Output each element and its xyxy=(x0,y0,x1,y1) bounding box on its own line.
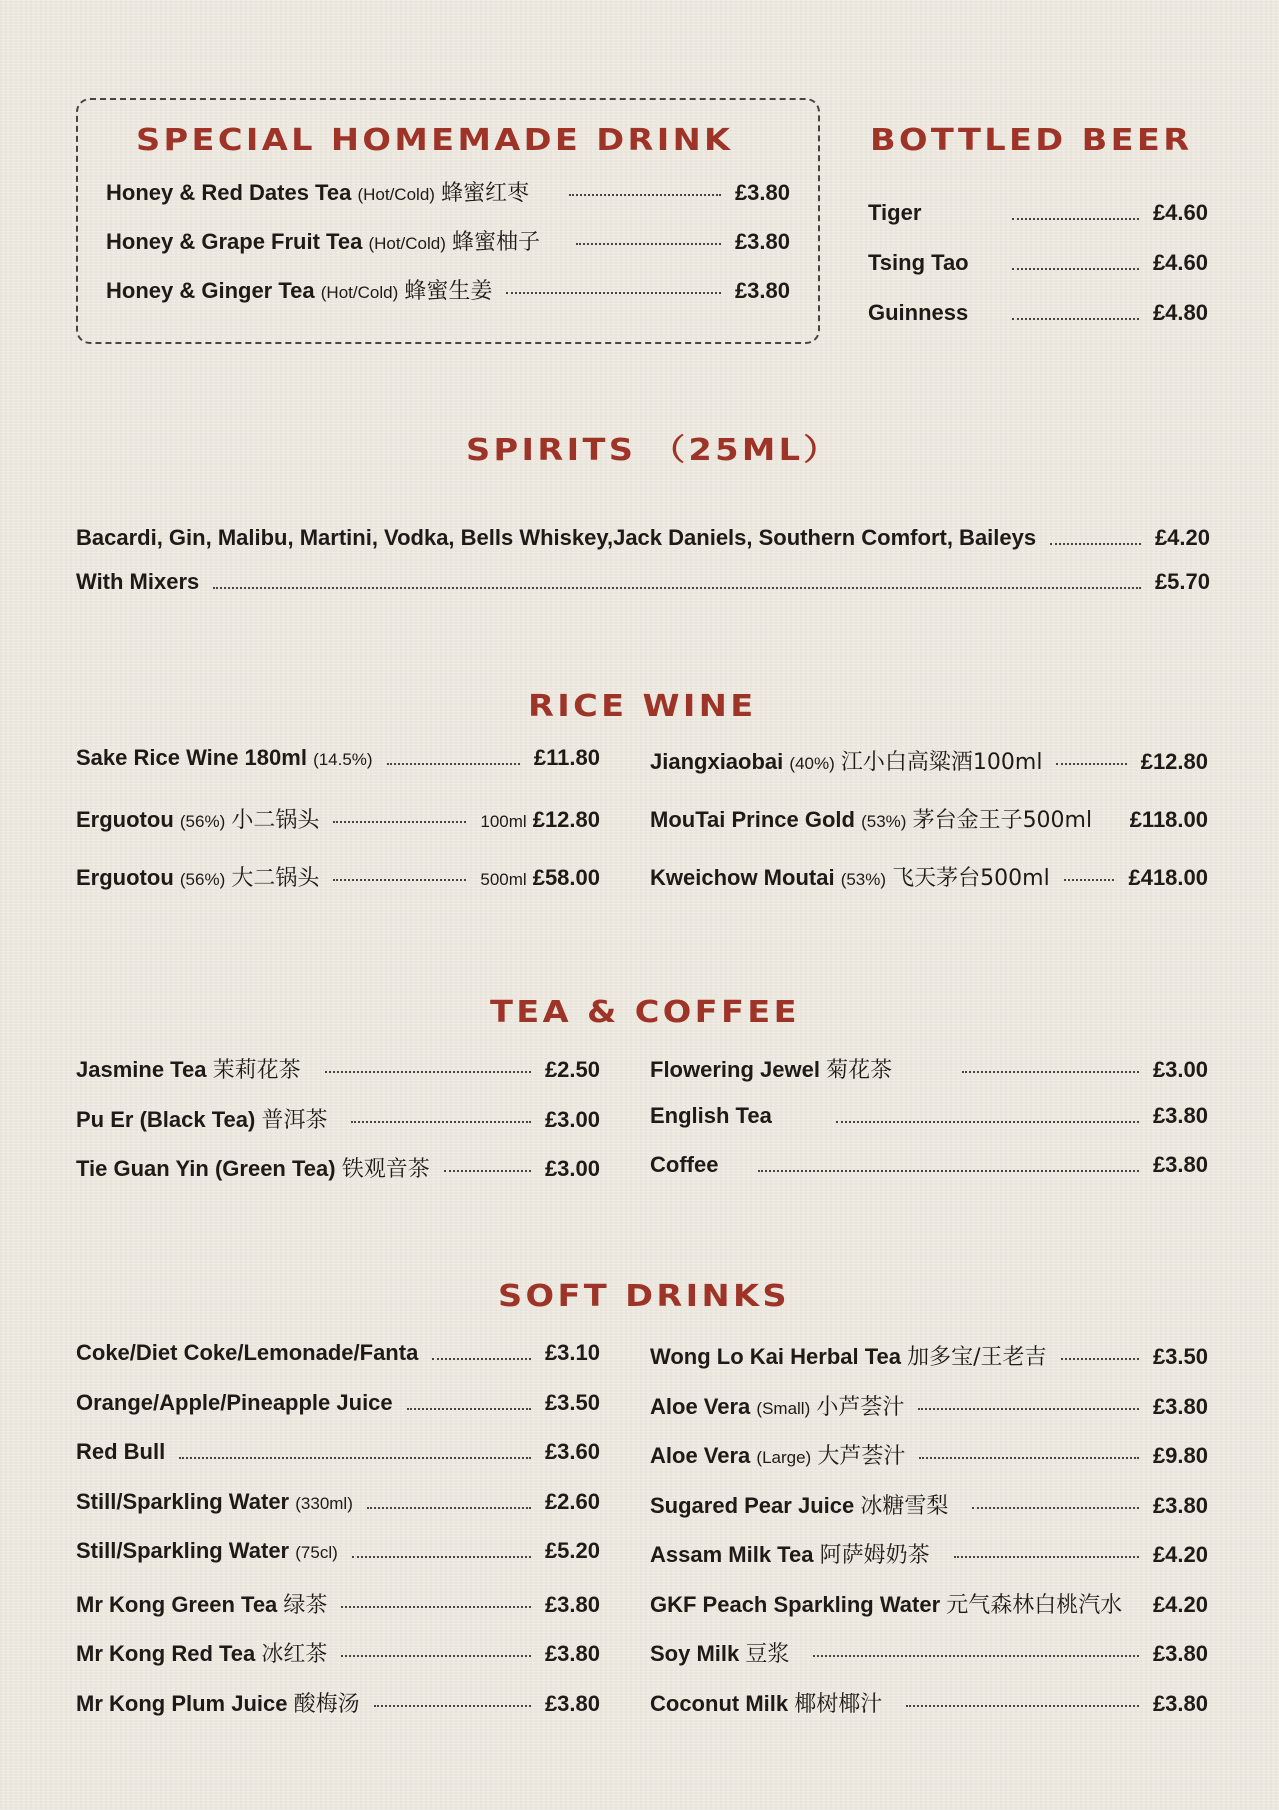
menu-item xyxy=(76,1340,600,1370)
menu-item xyxy=(106,176,790,206)
item-name: Mr Kong Plum Juice 酸梅汤 xyxy=(76,1691,360,1717)
menu-item xyxy=(76,569,1210,599)
menu-item xyxy=(76,1053,600,1083)
item-name: Flowering Jewel 菊花茶 xyxy=(650,1057,893,1083)
leader-dots xyxy=(444,1170,531,1172)
item-name: Erguotou (56%) 小二锅头 xyxy=(76,807,320,833)
item-price: £12.80 xyxy=(532,807,600,832)
menu-item xyxy=(650,1103,1208,1133)
item-name: Tiger xyxy=(868,200,922,225)
leader-dots xyxy=(341,1655,531,1657)
item-name: Honey & Grape Fruit Tea (Hot/Cold) 蜂蜜柚子 xyxy=(106,229,541,255)
item-price: £3.80 xyxy=(1152,1691,1208,1716)
leader-dots xyxy=(972,1507,1139,1509)
item-price: £3.80 xyxy=(544,1691,600,1716)
item-price: £3.80 xyxy=(1152,1152,1208,1177)
leader-dots xyxy=(351,1121,530,1123)
item-name: Wong Lo Kai Herbal Tea 加多宝/王老吉 xyxy=(650,1344,1047,1370)
item-price: £4.60 xyxy=(1152,200,1208,225)
leader-dots xyxy=(325,1071,531,1073)
menu-item xyxy=(76,1152,600,1182)
item-price: £3.50 xyxy=(1152,1344,1208,1369)
menu-item xyxy=(868,300,1208,330)
item-name: Aloe Vera (Large) 大芦荟汁 xyxy=(650,1443,906,1469)
item-name: Jasmine Tea 茉莉花茶 xyxy=(76,1057,301,1083)
leader-dots xyxy=(962,1071,1139,1073)
item-price: £3.80 xyxy=(544,1641,600,1666)
menu-item xyxy=(650,803,1208,833)
item-price: £12.80 xyxy=(1140,749,1208,774)
menu-item xyxy=(76,745,600,775)
leader-dots xyxy=(506,292,721,294)
menu-item xyxy=(106,225,790,255)
item-price: £3.80 xyxy=(734,180,790,205)
item-name: Bacardi, Gin, Malibu, Martini, Vodka, Bells Whiskey,Jack Daniels, Southern Comfort, Baileys xyxy=(76,525,1037,550)
menu-item xyxy=(650,1053,1208,1083)
menu-item xyxy=(76,1489,600,1519)
item-price: £4.20 xyxy=(1152,1592,1208,1617)
item-price: £3.80 xyxy=(1152,1103,1208,1128)
menu-item xyxy=(650,745,1208,775)
menu-item xyxy=(650,861,1208,891)
tea-coffee-heading: TEA & COFFEE xyxy=(490,995,800,1030)
item-name: Kweichow Moutai (53%) 飞天茅台500ml xyxy=(650,865,1050,891)
item-name: Soy Milk 豆浆 xyxy=(650,1641,790,1667)
item-price: £3.80 xyxy=(734,278,790,303)
leader-dots xyxy=(1012,318,1139,320)
leader-dots xyxy=(569,194,721,196)
leader-dots xyxy=(1056,763,1126,765)
item-name: Still/Sparkling Water (75cl) xyxy=(76,1538,338,1563)
item-name: With Mixers xyxy=(76,569,200,594)
item-price: £3.00 xyxy=(1152,1057,1208,1082)
item-price: £3.80 xyxy=(734,229,790,254)
menu-item xyxy=(650,1152,1208,1182)
item-name: Honey & Ginger Tea (Hot/Cold) 蜂蜜生姜 xyxy=(106,278,493,304)
item-price: £3.80 xyxy=(1152,1394,1208,1419)
menu-item xyxy=(76,861,600,891)
menu-item xyxy=(76,803,600,833)
leader-dots xyxy=(813,1655,1139,1657)
menu-item xyxy=(76,1588,600,1618)
item-price: £3.50 xyxy=(544,1390,600,1415)
menu-item xyxy=(76,1439,600,1469)
item-price: £2.50 xyxy=(544,1057,600,1082)
item-name: Coke/Diet Coke/Lemonade/Fanta xyxy=(76,1340,419,1365)
item-name: Jiangxiaobai (40%) 江小白高粱酒100ml xyxy=(650,749,1043,775)
menu-item xyxy=(650,1588,1208,1618)
leader-dots xyxy=(954,1556,1139,1558)
item-price: £4.20 xyxy=(1152,1542,1208,1567)
menu-item xyxy=(650,1538,1208,1568)
item-price: £118.00 xyxy=(1129,807,1208,832)
item-price: £3.80 xyxy=(1152,1641,1208,1666)
leader-dots xyxy=(576,243,721,245)
item-price: £5.70 xyxy=(1154,569,1210,594)
leader-dots xyxy=(836,1121,1139,1123)
leader-dots xyxy=(213,587,1141,589)
leader-dots xyxy=(1012,218,1139,220)
menu-item xyxy=(650,1687,1208,1717)
item-name: GKF Peach Sparkling Water 元气森林白桃汽水 xyxy=(650,1592,1123,1618)
item-price: £3.00 xyxy=(544,1107,600,1132)
item-price: £418.00 xyxy=(1128,865,1208,890)
leader-dots xyxy=(1050,543,1141,545)
leader-dots xyxy=(1064,879,1115,881)
leader-dots xyxy=(333,821,466,823)
leader-dots xyxy=(919,1457,1139,1459)
menu-item xyxy=(868,250,1208,280)
item-name: Sugared Pear Juice 冰糖雪梨 xyxy=(650,1493,949,1519)
item-name: MouTai Prince Gold (53%) 茅台金王子500ml xyxy=(650,807,1093,833)
item-name: Coffee xyxy=(650,1152,719,1177)
item-volume: 100ml xyxy=(480,812,527,831)
rice-wine-heading: RICE WINE xyxy=(528,689,757,724)
leader-dots xyxy=(1061,1358,1139,1360)
menu-item xyxy=(76,1538,600,1568)
leader-dots xyxy=(758,1170,1138,1172)
item-name: Mr Kong Green Tea 绿茶 xyxy=(76,1592,328,1618)
item-price: £2.60 xyxy=(544,1489,600,1514)
leader-dots xyxy=(918,1408,1139,1410)
leader-dots xyxy=(387,763,520,765)
item-price: £4.60 xyxy=(1152,250,1208,275)
item-price: £5.20 xyxy=(544,1538,600,1563)
item-price: £9.80 xyxy=(1152,1443,1208,1468)
item-price: £3.10 xyxy=(544,1340,600,1365)
leader-dots xyxy=(179,1457,531,1459)
leader-dots xyxy=(367,1507,531,1509)
item-name: Assam Milk Tea 阿萨姆奶茶 xyxy=(650,1542,930,1568)
item-name: Aloe Vera (Small) 小芦荟汁 xyxy=(650,1394,905,1420)
item-price: £3.80 xyxy=(1152,1493,1208,1518)
menu-item xyxy=(650,1439,1208,1469)
menu-item xyxy=(76,1687,600,1717)
menu-item xyxy=(76,1637,600,1667)
item-name: Tie Guan Yin (Green Tea) 铁观音茶 xyxy=(76,1156,430,1182)
item-name: Sake Rice Wine 180ml (14.5%) xyxy=(76,745,373,770)
leader-dots xyxy=(906,1705,1139,1707)
item-name: Still/Sparkling Water (330ml) xyxy=(76,1489,353,1514)
item-name: Honey & Red Dates Tea (Hot/Cold) 蜂蜜红枣 xyxy=(106,180,530,206)
item-price: £11.80 xyxy=(533,745,600,770)
item-name: Guinness xyxy=(868,300,969,325)
menu-item xyxy=(106,274,790,304)
item-price: £4.20 xyxy=(1154,525,1210,550)
item-name: Coconut Milk 椰树椰汁 xyxy=(650,1691,883,1717)
special-drinks-heading: SPECIAL HOMEMADE DRINK xyxy=(136,123,734,158)
item-price: £3.60 xyxy=(544,1439,600,1464)
leader-dots xyxy=(341,1606,531,1608)
leader-dots xyxy=(1012,268,1139,270)
item-name: English Tea xyxy=(650,1103,772,1128)
soft-drinks-heading: SOFT DRINKS xyxy=(498,1279,790,1314)
menu-item xyxy=(650,1637,1208,1667)
item-name: Mr Kong Red Tea 冰红茶 xyxy=(76,1641,328,1667)
leader-dots xyxy=(432,1358,531,1360)
menu-item xyxy=(650,1489,1208,1519)
menu-item xyxy=(76,525,1210,555)
menu-item xyxy=(650,1340,1208,1370)
item-price: £4.80 xyxy=(1152,300,1208,325)
leader-dots xyxy=(333,879,466,881)
item-name: Tsing Tao xyxy=(868,250,969,275)
menu-item xyxy=(650,1390,1208,1420)
spirits-heading: SPIRITS （25ML） xyxy=(466,433,841,468)
item-price: £58.00 xyxy=(532,865,600,890)
leader-dots xyxy=(352,1556,531,1558)
menu-item xyxy=(868,200,1208,230)
menu-item xyxy=(76,1390,600,1420)
item-name: Orange/Apple/Pineapple Juice xyxy=(76,1390,393,1415)
menu-item xyxy=(76,1103,600,1133)
item-volume: 500ml xyxy=(480,870,527,889)
leader-dots xyxy=(407,1408,531,1410)
item-price: £3.00 xyxy=(544,1156,600,1181)
item-name: Pu Er (Black Tea) 普洱茶 xyxy=(76,1107,328,1133)
item-name: Erguotou (56%) 大二锅头 xyxy=(76,865,320,891)
item-name: Red Bull xyxy=(76,1439,166,1464)
item-price: £3.80 xyxy=(544,1592,600,1617)
bottled-beer-heading: BOTTLED BEER xyxy=(870,123,1193,158)
leader-dots xyxy=(374,1705,531,1707)
